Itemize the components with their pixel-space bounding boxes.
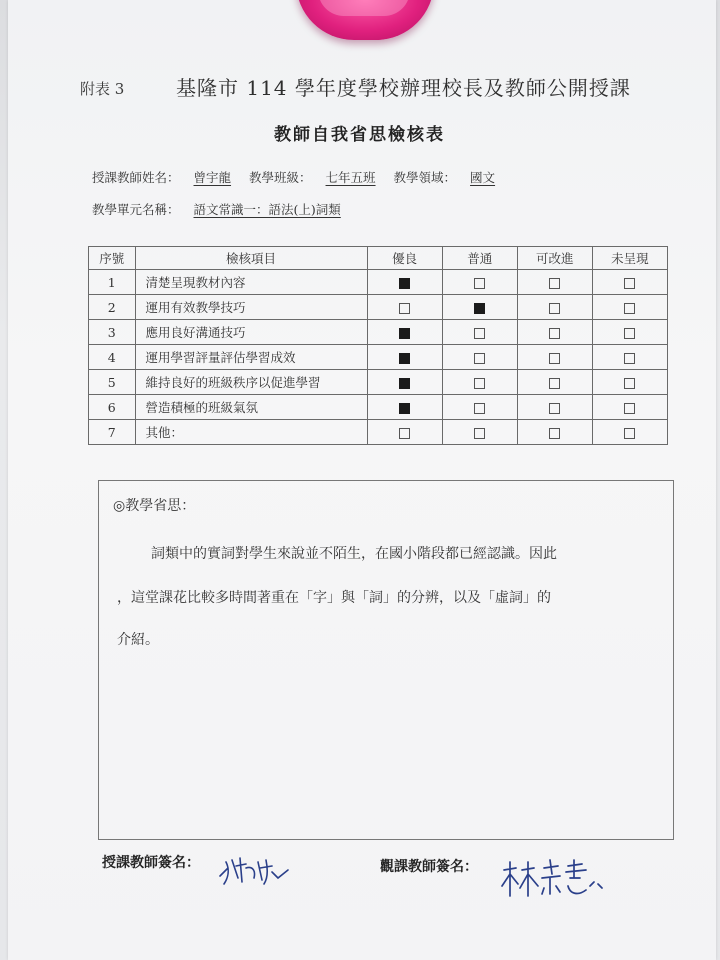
checkbox-not-shown[interactable] <box>624 278 635 289</box>
row-number: 5 <box>89 370 136 395</box>
table-row <box>89 370 668 395</box>
row-item <box>135 270 367 295</box>
form-title: 教師自我省思檢核表 <box>274 125 445 145</box>
info-row-1 <box>92 168 509 186</box>
rating-cell-average <box>442 345 517 370</box>
rating-cell-excellent <box>367 420 442 445</box>
unit-value: 語文常識一：語法(上)詞類 <box>193 202 341 217</box>
reflection-line: 詞類中的實詞對學生來說並不陌生，在國小階段都已經認識。因此 <box>151 546 557 562</box>
checkbox-not-shown[interactable] <box>624 353 635 364</box>
header-average: 普通 <box>442 247 517 270</box>
rating-cell-excellent <box>367 395 442 420</box>
checkbox-excellent[interactable] <box>399 303 410 314</box>
row-item <box>135 395 367 420</box>
rating-cell-not-shown <box>592 320 667 345</box>
checkbox-excellent[interactable] <box>399 403 410 414</box>
checkbox-average[interactable] <box>474 428 485 439</box>
table-row <box>89 320 668 345</box>
header-excellent: 優良 <box>367 247 442 270</box>
rating-cell-improvable <box>517 320 592 345</box>
row-number: 2 <box>89 295 136 320</box>
header-not-shown: 未呈現 <box>592 247 667 270</box>
checkbox-not-shown[interactable] <box>624 303 635 314</box>
row-item-label: 運用學習評量評估學習成效 <box>145 350 296 365</box>
row-number: 3 <box>89 320 136 345</box>
observer-signature <box>498 856 618 902</box>
checklist-table <box>88 246 668 445</box>
checkbox-average[interactable] <box>474 278 485 289</box>
rating-cell-average <box>442 395 517 420</box>
rating-cell-not-shown <box>592 295 667 320</box>
checkbox-excellent[interactable] <box>399 428 410 439</box>
header-improvable: 可改進 <box>517 247 592 270</box>
row-item <box>135 320 367 345</box>
rating-cell-improvable <box>517 270 592 295</box>
rating-cell-not-shown <box>592 370 667 395</box>
row-item-label: 運用有效教學技巧 <box>145 300 246 315</box>
rating-cell-excellent <box>367 345 442 370</box>
rating-cell-average <box>442 420 517 445</box>
info-row-2 <box>92 200 355 218</box>
document-page <box>8 0 716 960</box>
table-header-row <box>89 247 668 270</box>
reflection-line: 介紹。 <box>117 632 159 648</box>
checkbox-average[interactable] <box>474 303 485 314</box>
checkbox-improvable[interactable] <box>549 303 560 314</box>
row-item-label: 維持良好的班級秩序以促進學習 <box>145 375 321 390</box>
rating-cell-average <box>442 320 517 345</box>
row-number: 4 <box>89 345 136 370</box>
checkbox-improvable[interactable] <box>549 278 560 289</box>
row-item-label: 應用良好溝通技巧 <box>145 325 246 340</box>
checkbox-excellent[interactable] <box>399 328 410 339</box>
reflection-title: ◎教學省思： <box>113 498 196 514</box>
rating-cell-not-shown <box>592 420 667 445</box>
reflection-line: ，這堂課花比較多時間著重在「字」與「詞」的分辨，以及「虛詞」的 <box>117 590 551 606</box>
rating-cell-not-shown <box>592 395 667 420</box>
rating-cell-excellent <box>367 320 442 345</box>
checkbox-improvable[interactable] <box>549 428 560 439</box>
rating-cell-excellent <box>367 295 442 320</box>
attachment-label: 附表 3 <box>80 80 125 98</box>
row-item-label: 其他： <box>145 425 184 440</box>
checkbox-excellent[interactable] <box>399 378 410 389</box>
rating-cell-excellent <box>367 370 442 395</box>
rating-cell-average <box>442 370 517 395</box>
table-row <box>89 295 668 320</box>
rating-cell-average <box>442 270 517 295</box>
magnet-clip <box>296 0 434 40</box>
checkbox-not-shown[interactable] <box>624 403 635 414</box>
table-row <box>89 395 668 420</box>
header-no: 序號 <box>89 247 136 270</box>
row-item-label: 清楚呈現教材內容 <box>145 275 246 290</box>
rating-cell-average <box>442 295 517 320</box>
observer-signature-label: 觀課教師簽名： <box>380 859 478 875</box>
rating-cell-improvable <box>517 395 592 420</box>
table-body <box>89 270 668 445</box>
class-value: 七年五班 <box>325 170 376 185</box>
checkbox-improvable[interactable] <box>549 328 560 339</box>
checkbox-average[interactable] <box>474 378 485 389</box>
rating-cell-excellent <box>367 270 442 295</box>
checkbox-average[interactable] <box>474 353 485 364</box>
checkbox-not-shown[interactable] <box>624 378 635 389</box>
row-item <box>135 345 367 370</box>
row-item <box>135 420 367 445</box>
row-number: 7 <box>89 420 136 445</box>
checkbox-improvable[interactable] <box>549 378 560 389</box>
unit-label: 教學單元名稱： <box>92 202 180 217</box>
row-number: 6 <box>89 395 136 420</box>
row-item <box>135 295 367 320</box>
domain-label: 教學領域： <box>393 170 457 185</box>
row-item-label: 營造積極的班級氣氛 <box>145 400 259 415</box>
teacher-name-value: 曾宇龍 <box>193 170 232 185</box>
row-item <box>135 370 367 395</box>
table-row <box>89 270 668 295</box>
teacher-name-label: 授課教師姓名： <box>92 170 180 185</box>
checkbox-excellent[interactable] <box>399 353 410 364</box>
checkbox-not-shown[interactable] <box>624 428 635 439</box>
checkbox-average[interactable] <box>474 328 485 339</box>
teacher-signature <box>216 848 296 888</box>
table-row <box>89 420 668 445</box>
header-item: 檢核項目 <box>135 247 367 270</box>
checkbox-excellent[interactable] <box>399 278 410 289</box>
checkbox-improvable[interactable] <box>549 353 560 364</box>
rating-cell-not-shown <box>592 345 667 370</box>
reflection-box <box>98 480 674 840</box>
rating-cell-improvable <box>517 295 592 320</box>
table-row <box>89 345 668 370</box>
checkbox-not-shown[interactable] <box>624 328 635 339</box>
rating-cell-improvable <box>517 420 592 445</box>
row-number: 1 <box>89 270 136 295</box>
checkbox-improvable[interactable] <box>549 403 560 414</box>
checkbox-average[interactable] <box>474 403 485 414</box>
rating-cell-not-shown <box>592 270 667 295</box>
class-label: 教學班級： <box>249 170 312 185</box>
rating-cell-improvable <box>517 345 592 370</box>
rating-cell-improvable <box>517 370 592 395</box>
header-title: 基隆市 114 學年度學校辦理校長及教師公開授課 <box>176 76 631 100</box>
domain-value: 國文 <box>470 170 496 185</box>
teacher-signature-label: 授課教師簽名： <box>102 855 200 871</box>
